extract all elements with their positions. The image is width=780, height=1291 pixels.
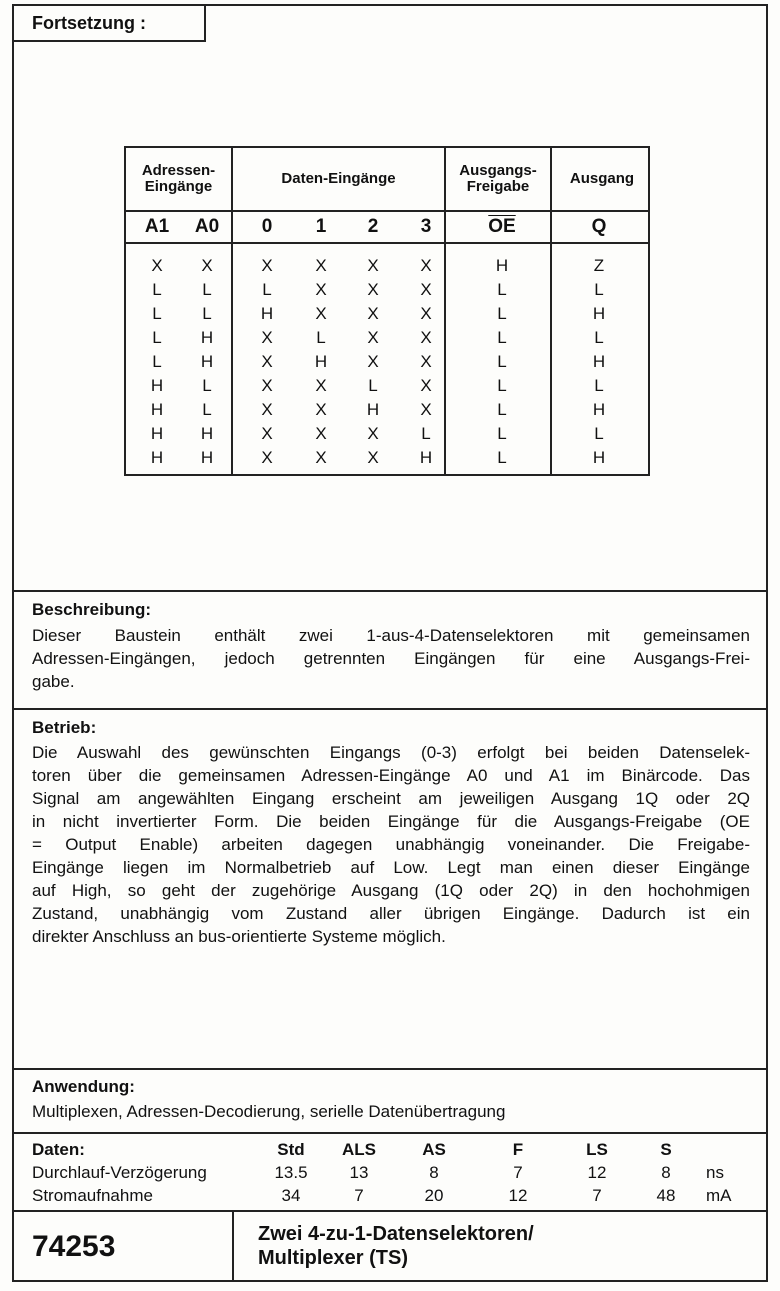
family-header: ALS (342, 1140, 376, 1159)
text-line: toren über die gemeinsamen Adressen-Eingänge A0 und A1 im Binärcode. Das (32, 766, 750, 785)
data-cell: 7 (592, 1186, 602, 1205)
divider (14, 590, 766, 592)
text-line: Signal am angewählten Eingang erscheint am jeweiligen Ausgang 1Q oder 2Q (32, 789, 750, 808)
table-cell: X (367, 424, 379, 443)
data-cell: 12 (587, 1163, 607, 1182)
table-cell: H (150, 448, 164, 467)
table-cell: Z (593, 256, 605, 275)
column-header: A0 (194, 216, 220, 237)
divider (14, 1068, 766, 1070)
table-cell: X (367, 304, 379, 323)
table-cell: H (200, 424, 214, 443)
table-cell: L (497, 280, 507, 299)
table-cell: L (497, 328, 507, 347)
text-line: Adressen-Eingängen, jedoch getrennten Eingängen für eine Ausgangs-Frei- (32, 649, 750, 668)
table-cell: X (261, 400, 273, 419)
text-line: Dieser Baustein enthält zwei 1-aus-4-Datenselektoren mit gemeinsamen (32, 626, 750, 645)
table-cell: L (594, 328, 604, 347)
table-cell: X (315, 448, 327, 467)
daten-title: Daten: (32, 1140, 85, 1159)
table-cell: X (367, 352, 379, 371)
family-header: LS (586, 1140, 608, 1159)
table-cell: H (592, 352, 606, 371)
data-cell: 13.5 (274, 1163, 308, 1182)
column-header: $\overline{OE}$ (488, 216, 516, 237)
table-cell: H (200, 352, 214, 371)
header-data-inputs: Daten-Eingänge (281, 170, 396, 187)
table-cell: X (261, 448, 273, 467)
part-number: 74253 (14, 1212, 234, 1282)
column-header: 0 (261, 216, 273, 237)
datasheet-frame (12, 4, 768, 1282)
table-cell: L (262, 280, 272, 299)
data-cell: 13 (349, 1163, 369, 1182)
table-cell: X (367, 448, 379, 467)
header-output: Ausgang (569, 170, 635, 187)
table-cell: H (495, 256, 509, 275)
table-cell: X (420, 256, 432, 275)
part-title-line: Multiplexer (TS) (258, 1247, 409, 1269)
column-header: 2 (367, 216, 379, 237)
table-cell: L (202, 400, 212, 419)
table-cell: X (151, 256, 163, 275)
text-line: Zustand, unabhängig vom Zustand aller übrigen Eingänge. Dadurch ist ein (32, 904, 750, 923)
data-cell: 48 (656, 1186, 676, 1205)
data-cell: 34 (281, 1186, 301, 1205)
table-cell: L (497, 448, 507, 467)
anwendung-title: Anwendung: (32, 1077, 135, 1096)
table-cell: L (152, 328, 162, 347)
table-cell: X (315, 304, 327, 323)
text-line: in nicht invertierter Form. Die beiden Eingänge für die Ausgangs-Freigabe (OE (32, 812, 750, 831)
table-cell: X (367, 256, 379, 275)
table-cell: H (150, 424, 164, 443)
table-cell: L (152, 280, 162, 299)
continuation-label: Fortsetzung : (14, 6, 206, 42)
table-cell: L (594, 280, 604, 299)
table-cell: X (367, 280, 379, 299)
table-cell: X (315, 280, 327, 299)
table-cell: L (497, 400, 507, 419)
data-cell: 12 (508, 1186, 528, 1205)
table-cell: H (200, 448, 214, 467)
table-cell: X (201, 256, 213, 275)
divider (14, 1132, 766, 1134)
beschreibung-title: Beschreibung: (32, 600, 152, 619)
table-cell: L (594, 376, 604, 395)
table-cell: L (202, 280, 212, 299)
truth-table (124, 146, 650, 476)
column-header: 3 (420, 216, 432, 237)
anwendung-text: Multiplexen, Adressen-Decodierung, serielle Datenübertragung (32, 1102, 506, 1121)
table-cell: H (592, 400, 606, 419)
part-title (258, 1222, 534, 1270)
header-output-enable: Ausgangs- Freigabe (459, 162, 537, 195)
table-cell: X (420, 400, 432, 419)
family-header: Std (277, 1140, 305, 1159)
table-cell: L (497, 304, 507, 323)
table-cell: H (150, 376, 164, 395)
table-cell: H (366, 400, 380, 419)
data-cell: 20 (424, 1186, 444, 1205)
table-cell: X (420, 376, 432, 395)
unit-label: ns (706, 1163, 724, 1182)
table-cell: X (420, 280, 432, 299)
table-cell: H (314, 352, 328, 371)
table-cell: L (202, 304, 212, 323)
text-line: direkter Anschluss an bus-orientierte Systeme möglich. (32, 927, 446, 946)
table-cell: H (419, 448, 433, 467)
family-header: AS (422, 1140, 446, 1159)
column-header: 1 (315, 216, 327, 237)
table-cell: L (368, 376, 378, 395)
table-cell: L (202, 376, 212, 395)
table-cell: L (152, 352, 162, 371)
table-cell: X (261, 328, 273, 347)
family-header: F (512, 1140, 524, 1159)
divider (14, 708, 766, 710)
table-cell: X (261, 352, 273, 371)
beschreibung-text (32, 624, 750, 693)
column-header: A1 (144, 216, 170, 237)
table-cell: X (315, 424, 327, 443)
table-cell: H (260, 304, 274, 323)
betrieb-title: Betrieb: (32, 718, 97, 737)
table-cell: H (150, 400, 164, 419)
betrieb-text (32, 741, 750, 948)
data-cell: 8 (429, 1163, 439, 1182)
header-address-inputs: Adressen- Eingänge (141, 162, 216, 195)
table-cell: L (497, 352, 507, 371)
table-cell: L (316, 328, 326, 347)
table-cell: L (497, 424, 507, 443)
table-cell: H (592, 448, 606, 467)
table-cell: L (421, 424, 431, 443)
data-cell: 8 (661, 1163, 671, 1182)
text-line: = Output Enable) arbeiten dagegen unabhängig voneinander. Die Freigabe- (32, 835, 750, 854)
table-cell: X (420, 304, 432, 323)
table-cell: L (152, 304, 162, 323)
text-line: Eingänge liegen im Normalbetrieb auf Low. Legt man einen dieser Eingänge (32, 858, 750, 877)
text-line: auf High, so geht der zugehörige Ausgang (1Q oder 2Q) in den hochohmigen (32, 881, 750, 900)
table-cell: H (200, 328, 214, 347)
text-line: Die Auswahl des gewünschten Eingangs (0-3) erfolgt bei beiden Datenselek- (32, 743, 750, 762)
table-cell: X (367, 328, 379, 347)
table-cell: X (420, 352, 432, 371)
data-row-label: Durchlauf-Verzögerung (32, 1163, 207, 1182)
data-cell: 7 (513, 1163, 523, 1182)
text-line: gabe. (32, 672, 75, 691)
data-row-label: Stromaufnahme (32, 1186, 153, 1205)
table-cell: X (261, 424, 273, 443)
table-cell: X (261, 376, 273, 395)
table-cell: X (261, 256, 273, 275)
table-cell: L (497, 376, 507, 395)
part-title-line: Zwei 4-zu-1-Datenselektoren/ (258, 1223, 534, 1245)
family-header: S (660, 1140, 672, 1159)
data-cell: 7 (354, 1186, 364, 1205)
table-cell: X (315, 400, 327, 419)
table-cell: X (315, 256, 327, 275)
table-cell: L (594, 424, 604, 443)
table-cell: H (592, 304, 606, 323)
unit-label: mA (706, 1186, 732, 1205)
table-cell: X (420, 328, 432, 347)
column-header: Q (591, 216, 607, 237)
table-cell: X (315, 376, 327, 395)
